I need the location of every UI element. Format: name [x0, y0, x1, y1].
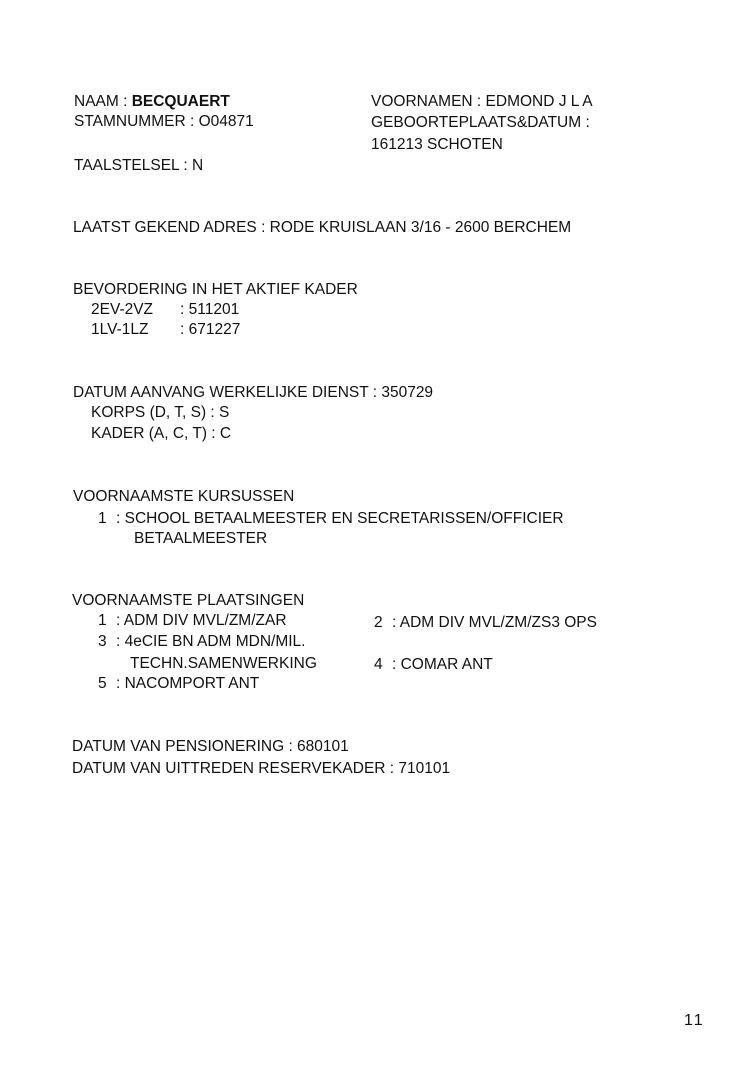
geboorteplaats-value: 161213 SCHOTEN [371, 136, 503, 153]
bevordering-date-1: : 511201 [180, 301, 240, 318]
datum-uittreden-reservekader: DATUM VAN UITTREDEN RESERVEKADER : 710101 [72, 760, 451, 777]
laatst-gekend-adres: LAATST GEKEND ADRES : RODE KRUISLAAN 3/16 - 2600 BERCHEM [73, 219, 572, 236]
bevordering-rank-2: 1LV-1LZ [91, 321, 149, 338]
plaatsing-3-text-continued: TECHN.SAMENWERKING [130, 655, 317, 672]
datum-aanvang-dienst: DATUM AANVANG WERKELIJKE DIENST : 350729 [73, 384, 434, 401]
stamnummer: STAMNUMMER : O04871 [74, 113, 254, 130]
kursus-1-number: 1 [98, 510, 107, 527]
plaatsing-5-text: : NACOMPORT ANT [116, 675, 260, 692]
plaatsing-1-text: : ADM DIV MVL/ZM/ZAR [116, 612, 287, 629]
korps: KORPS (D, T, S) : S [91, 404, 230, 421]
plaatsing-5-number: 5 [98, 675, 107, 692]
kader: KADER (A, C, T) : C [91, 425, 232, 442]
plaatsing-3-text: : 4eCIE BN ADM MDN/MIL. [116, 633, 306, 650]
taalstelsel: TAALSTELSEL : N [74, 157, 204, 174]
plaatsing-4-number: 4 [374, 656, 383, 673]
bevordering-title: BEVORDERING IN HET AKTIEF KADER [73, 281, 358, 298]
plaatsingen-title: VOORNAAMSTE PLAATSINGEN [72, 592, 305, 609]
kursus-1-text-continued: BETAALMEESTER [134, 530, 268, 547]
naam-label: NAAM : [74, 93, 132, 110]
plaatsing-2-number: 2 [374, 614, 383, 631]
plaatsing-1-number: 1 [98, 612, 107, 629]
plaatsing-2-text: : ADM DIV MVL/ZM/ZS3 OPS [392, 614, 597, 631]
voornamen: VOORNAMEN : EDMOND J L A [371, 93, 593, 110]
naam-line [74, 92, 230, 112]
kursussen-title: VOORNAAMSTE KURSUSSEN [73, 488, 295, 505]
naam-value: BECQUAERT [131, 93, 230, 110]
plaatsing-4-text: : COMAR ANT [392, 656, 493, 673]
plaatsing-3-number: 3 [98, 633, 107, 650]
page-number: 11 [684, 1012, 705, 1029]
bevordering-rank-1: 2EV-2VZ [91, 301, 154, 318]
geboorteplaats-label: GEBOORTEPLAATS&DATUM : [371, 114, 590, 131]
bevordering-date-2: : 671227 [180, 321, 241, 338]
kursus-1-text: : SCHOOL BETAALMEESTER EN SECRETARISSEN/OFFICIER [116, 510, 564, 527]
datum-pensionering: DATUM VAN PENSIONERING : 680101 [72, 738, 349, 755]
